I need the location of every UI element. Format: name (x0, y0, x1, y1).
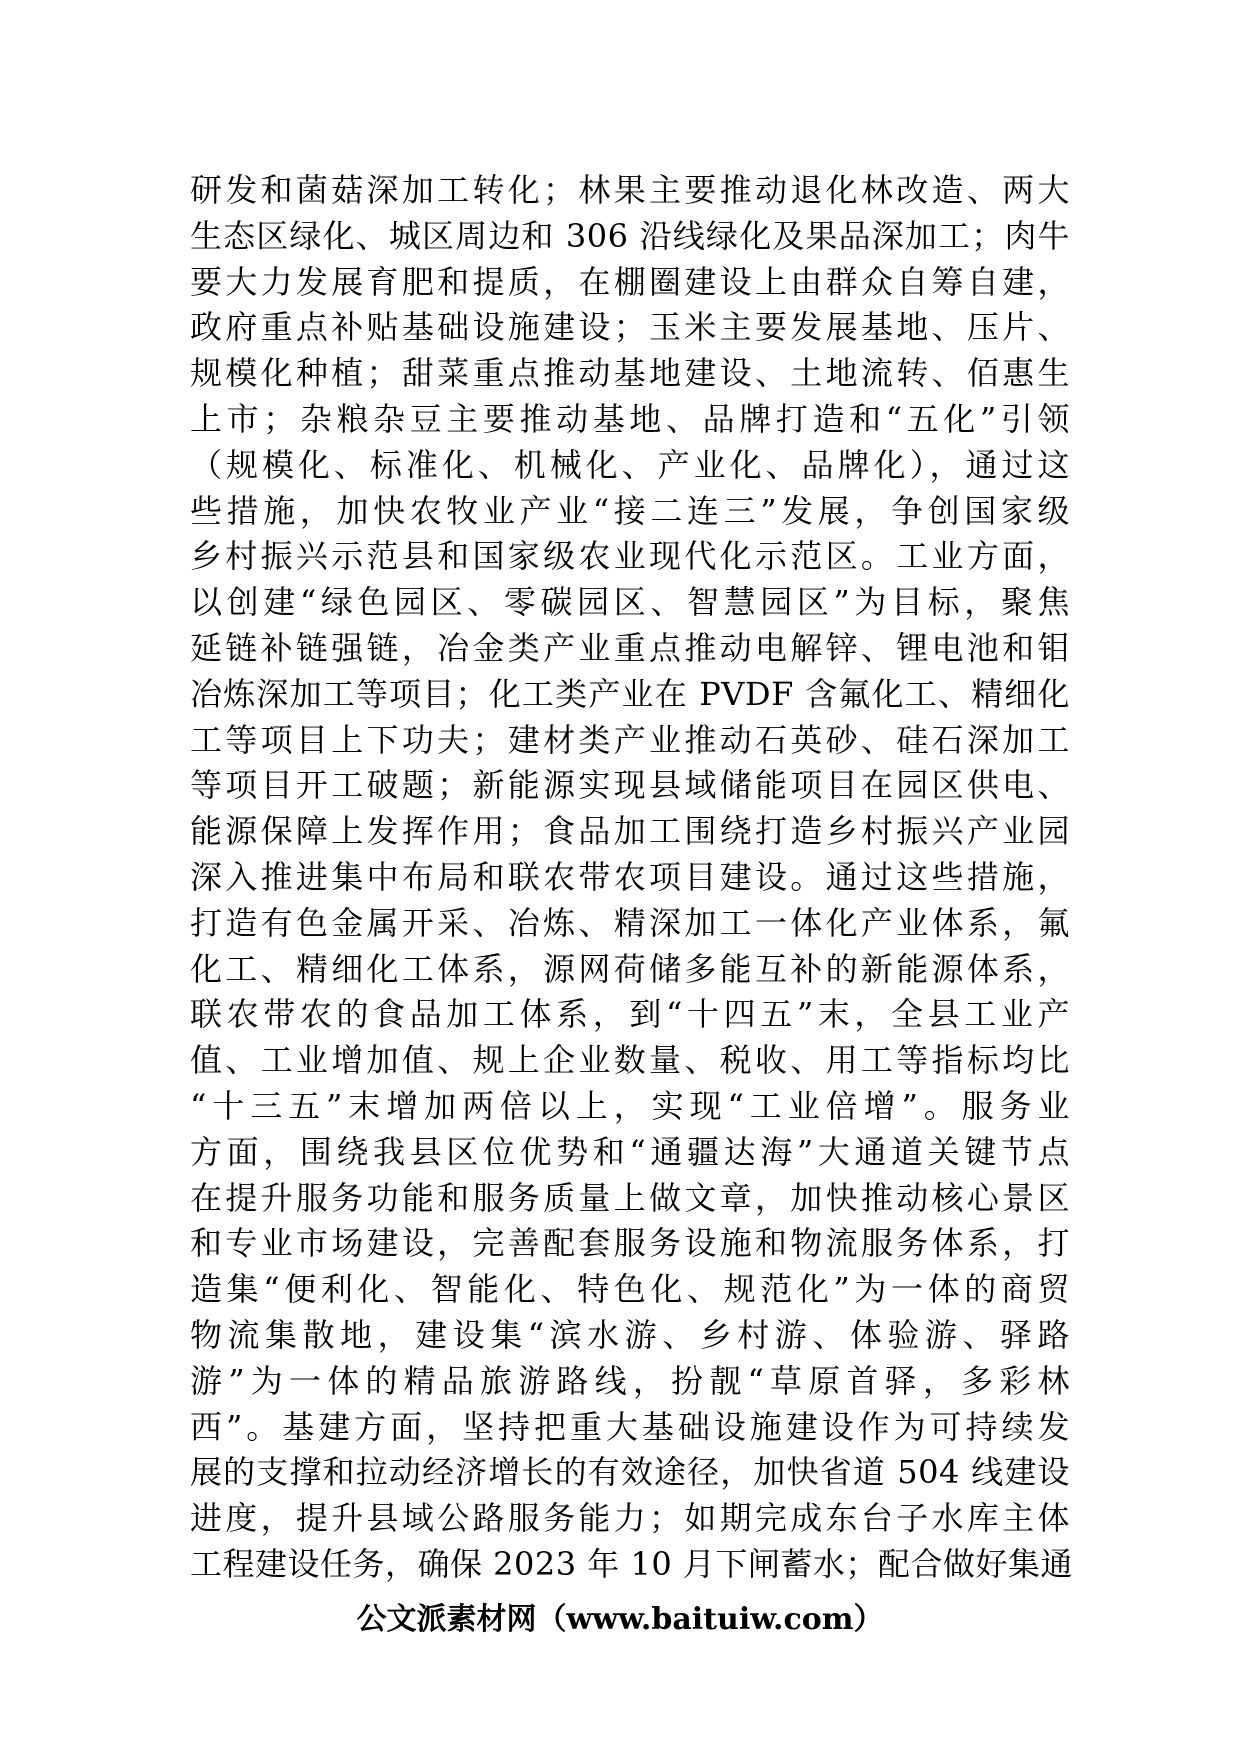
text-line: 进度，提升县域公路服务能力；如期完成东台子水库主体 (190, 1499, 1070, 1538)
text-line: 展的支撑和拉动经济增长的有效途径，加快省道 504 线建设 (190, 1453, 1070, 1492)
text-line: 冶炼深加工等项目；化工类产业在 PVDF 含氟化工、精细化 (190, 674, 1070, 713)
text-line: 在提升服务功能和服务质量上做文章，加快推动核心景区 (190, 1178, 1070, 1217)
text-line: 和专业市场建设，完善配套服务设施和物流服务体系，打 (190, 1224, 1070, 1263)
text-line: 延链补链强链，冶金类产业重点推动电解锌、锂电池和钼 (190, 628, 1070, 667)
text-line: 政府重点补贴基础设施建设；玉米主要发展基地、压片、 (190, 308, 1070, 347)
text-line: 要大力发展育肥和提质，在棚圈建设上由群众自筹自建， (190, 262, 1070, 301)
text-line: 等项目开工破题；新能源实现县域储能项目在园区供电、 (190, 766, 1070, 805)
text-line: 化工、精细化工体系，源网荷储多能互补的新能源体系， (190, 949, 1070, 988)
text-line: 方面，围绕我县区位优势和“通疆达海”大通道关键节点 (190, 1132, 1070, 1171)
text-line: 工等项目上下功夫；建材类产业推动石英砂、硅石深加工 (190, 720, 1070, 759)
text-line: 以创建“绿色园区、零碳园区、智慧园区”为目标，聚焦 (190, 583, 1070, 622)
text-line: 生态区绿化、城区周边和 306 沿线绿化及果品深加工；肉牛 (190, 216, 1070, 255)
text-line: 规模化种植；甜菜重点推动基地建设、土地流转、佰惠生 (190, 354, 1070, 393)
text-line: 些措施，加快农牧业产业“接二连三”发展，争创国家级 (190, 491, 1070, 530)
text-line: “十三五”末增加两倍以上，实现“工业倍增”。服务业 (190, 1086, 1070, 1125)
text-line: （规模化、标准化、机械化、产业化、品牌化），通过这 (190, 445, 1070, 484)
body-text (190, 168, 1073, 1588)
page-footer: 公文派素材网（www.baituiw.com） (356, 1602, 884, 1637)
text-line: 深入推进集中布局和联农带农项目建设。通过这些措施， (190, 857, 1070, 896)
text-line: 游”为一体的精品旅游路线，扮靓“草原首驿，多彩林 (190, 1361, 1070, 1400)
text-line: 造集“便利化、智能化、特色化、规范化”为一体的商贸 (190, 1270, 1070, 1309)
text-line: 能源保障上发挥作用；食品加工围绕打造乡村振兴产业园 (190, 812, 1070, 851)
text-line: 联农带农的食品加工体系，到“十四五”末，全县工业产 (190, 995, 1070, 1034)
text-line: 值、工业增加值、规上企业数量、税收、用工等指标均比 (190, 1041, 1070, 1080)
text-line: 物流集散地，建设集“滨水游、乡村游、体验游、驿路 (190, 1315, 1070, 1354)
text-line: 乡村振兴示范县和国家级农业现代化示范区。工业方面， (190, 537, 1070, 576)
text-line: 研发和菌菇深加工转化；林果主要推动退化林改造、两大 (190, 171, 1070, 209)
text-line: 上市；杂粮杂豆主要推动基地、品牌打造和“五化”引领 (190, 399, 1070, 438)
text-line: 西”。基建方面，坚持把重大基础设施建设作为可持续发 (190, 1407, 1070, 1446)
text-line: 打造有色金属开采、冶炼、精深加工一体化产业体系，氟 (190, 903, 1070, 942)
text-line: 工程建设任务，确保 2023 年 10 月下闸蓄水；配合做好集通 (190, 1544, 1073, 1583)
